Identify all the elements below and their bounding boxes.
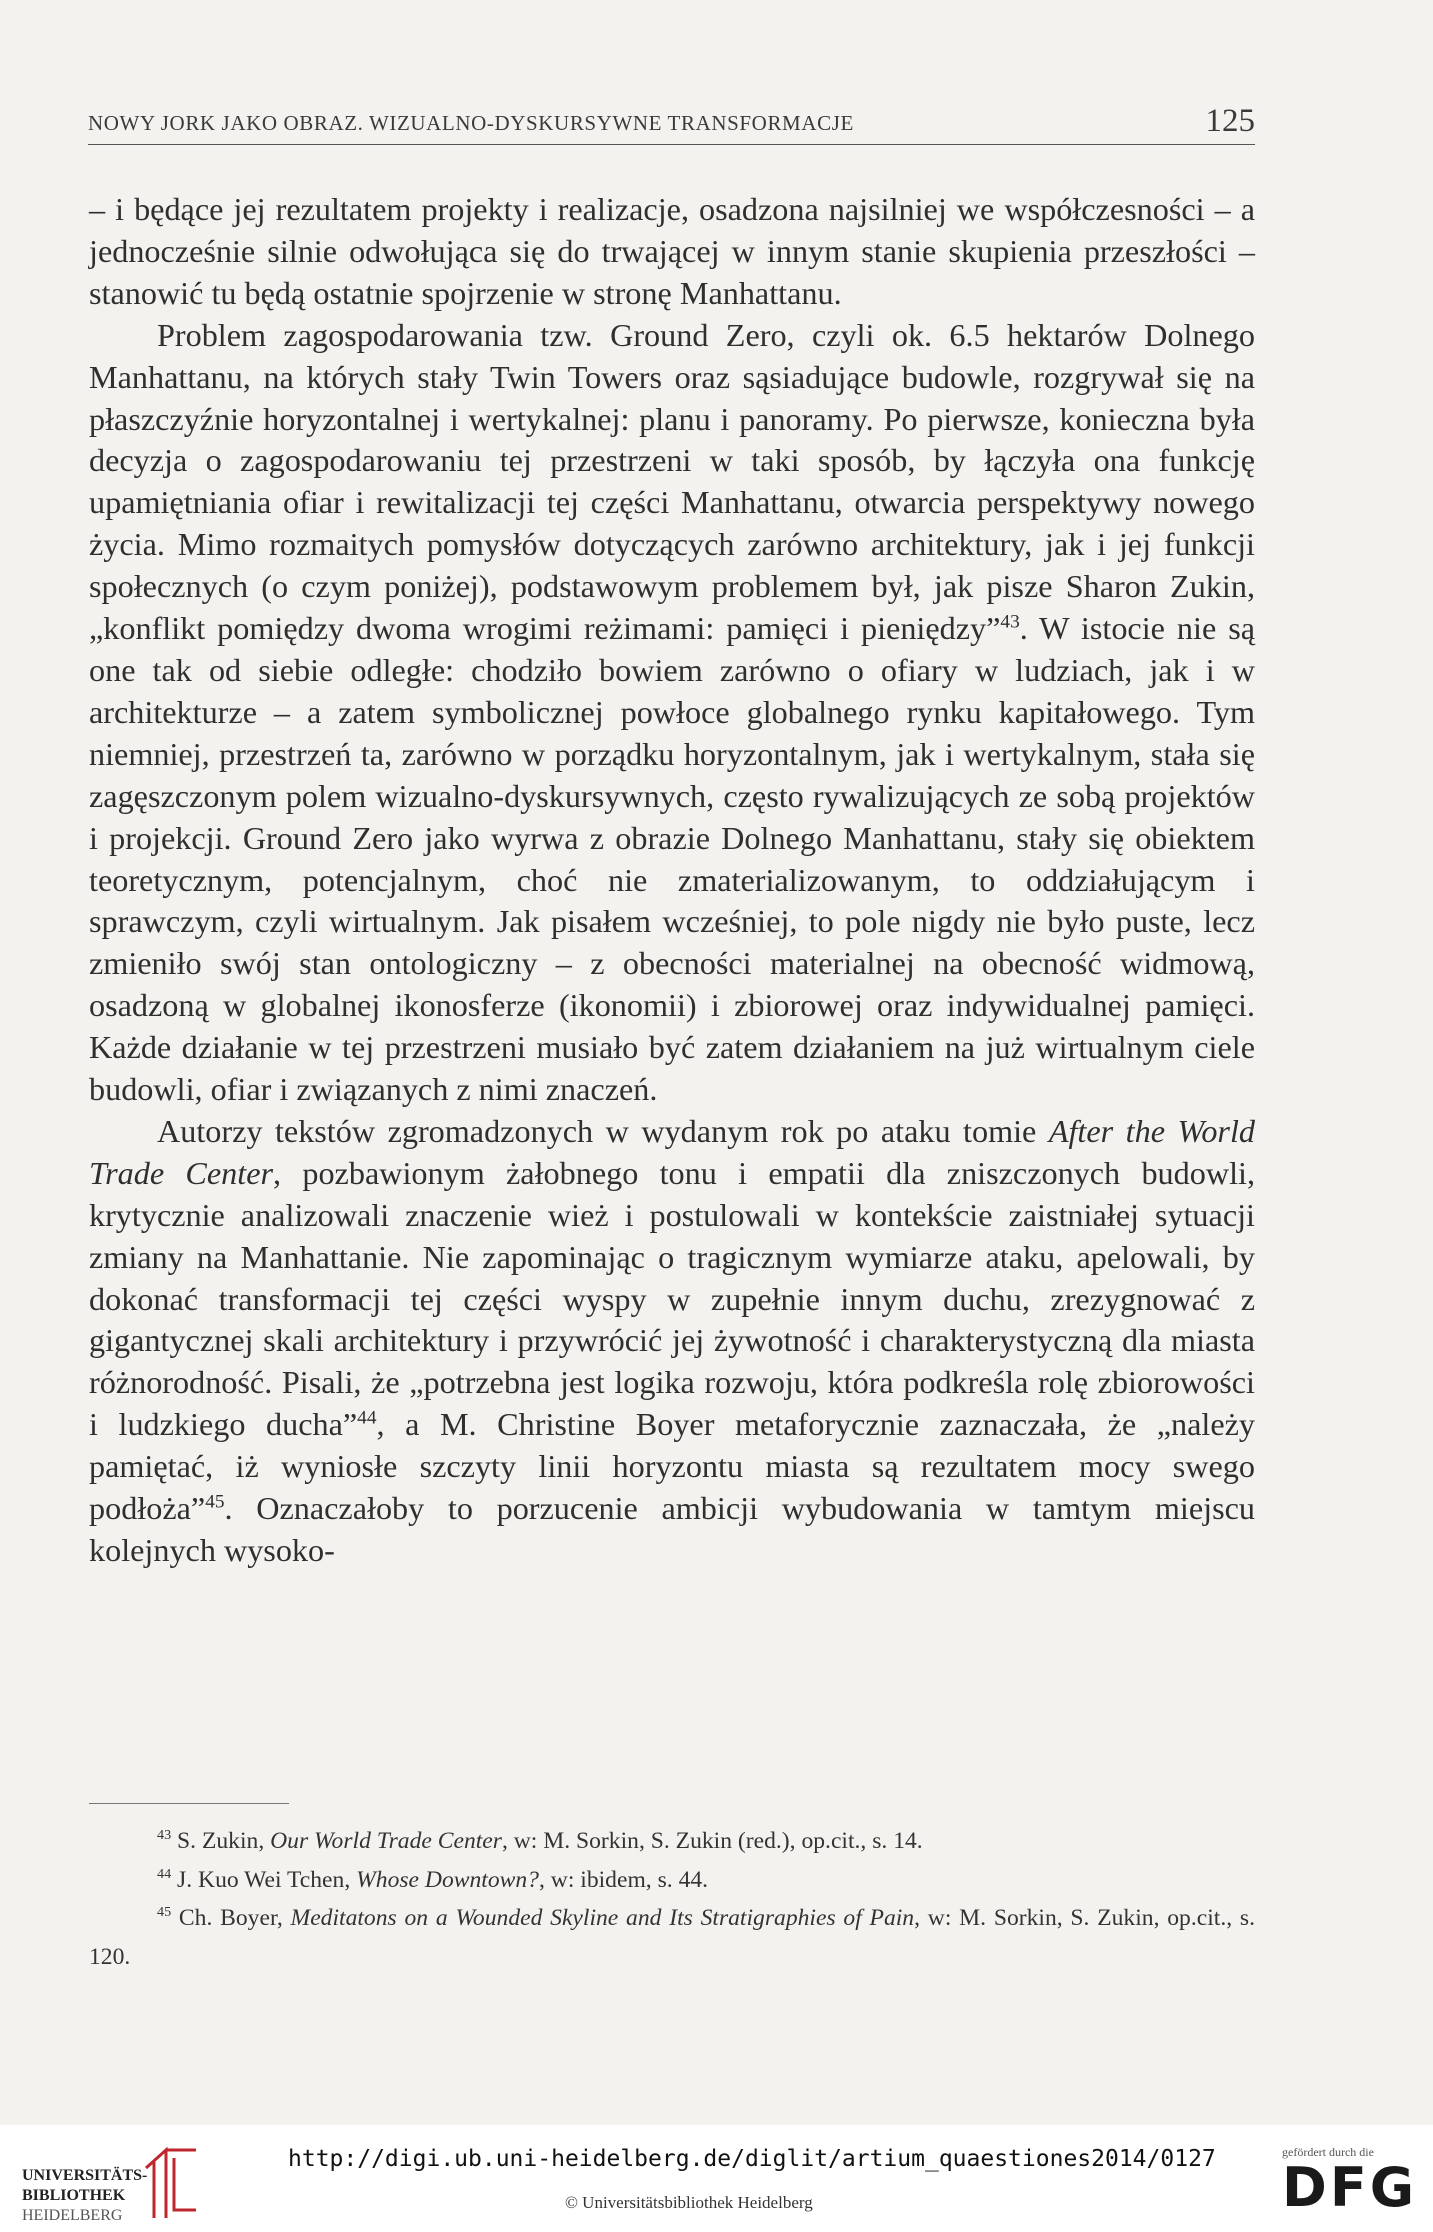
paragraph-3-text-d: . Oznaczałoby to porzucenie ambicji wybudowania w tamtym miejscu kolejnych wysoko-	[89, 1490, 1255, 1568]
footnote-divider	[89, 1803, 289, 1804]
logo-line-2: BIBLIOTHEK	[22, 2187, 126, 2204]
library-logo-icon	[140, 2140, 202, 2220]
footnote-title: Meditatons on a Wounded Skyline and Its Stratigraphies of Pain	[290, 1905, 915, 1931]
page-number: 125	[1205, 103, 1255, 139]
footnote-text: , w: M. Sorkin, S. Zukin, op.cit., s. 120.	[89, 1905, 1255, 1970]
footnote-number: 43	[157, 1827, 172, 1844]
footnote-ref-44[interactable]: 44	[357, 1407, 377, 1429]
logo-line-3: HEIDELBERG	[22, 2207, 123, 2224]
footnote-ref-45[interactable]: 45	[205, 1491, 225, 1513]
footnote-text: S. Zukin,	[171, 1828, 271, 1854]
main-text	[89, 189, 1255, 1572]
footnote-text: , w: M. Sorkin, S. Zukin (red.), op.cit., s. 14.	[501, 1828, 923, 1854]
paragraph-1-text: – i będące jej rezultatem projekty i realizacje, osadzona najsilniej we współczesności – a jednocześnie silnie odwołująca się do trwającej w innym stanie skupienia przeszłości – stanowić tu będą ostatnie spojrzenie w stronę Manhattanu.	[89, 191, 1255, 311]
paragraph-3	[89, 1111, 1255, 1572]
footnote-title: Our World Trade Center	[270, 1828, 502, 1854]
footnote-number: 44	[157, 1865, 172, 1882]
footnote-45	[89, 1899, 1255, 1976]
digitization-footer	[0, 2125, 1433, 2232]
paragraph-3-text-b: , pozbawionym żałobnego tonu i empatii dla zniszczonych budowli, krytycznie analizowali znaczenie wież i postulowali w kontekście zaistniałej sytuacji zmiany na Manhattanie. Nie zapominając o tragicznym wymiarze ataku, apelowali, by dokonać transformacji tej części wyspy w zupełnie innym duchu, zrezygnować z gigantycznej skali architektury i przywrócić jej żywotność i charakterystyczną dla miasta różnorodność. Pisali, że „potrzebna jest logika rozwoju, która podkreśla rolę zbiorowości i ludzkiego ducha”	[89, 1154, 1255, 1443]
running-title: NOWY JORK JAKO OBRAZ. WIZUALNO-DYSKURSYWNE TRANSFORMACJE	[88, 111, 854, 135]
book-title-italic: After the World Trade Center	[89, 1112, 1255, 1191]
paragraph-2	[89, 315, 1255, 1111]
footnote-title: Whose Downtown?	[356, 1866, 539, 1893]
footnote-43	[89, 1822, 1255, 1861]
footnote-44	[89, 1861, 1255, 1900]
paragraph-1	[89, 189, 1255, 315]
copyright-notice: © Universitätsbibliothek Heidelberg	[565, 2193, 813, 2212]
source-url-link[interactable]: http://digi.ub.uni-heidelberg.de/diglit/artium_quaestiones2014/0127	[288, 2146, 1216, 2172]
paragraph-3-text-a: Autorzy tekstów zgromadzonych w wydanym rok po ataku tomie	[157, 1112, 1049, 1149]
paragraph-2-text-a: Problem zagospodarowania tzw. Ground Zero, czyli ok. 6.5 hektarów Dolnego Manhattanu, na których stały Twin Towers oraz sąsiadujące budowle, rozgrywał się na płaszczyźnie horyzontalnej i wertykalnej: planu i panoramy. Po pierwsze, konieczna była decyzja o zagospodarowaniu tej przestrzeni w taki sposób, by łączyła ona funkcję upamiętniania ofiar i rewitalizacji tej części Manhattanu, otwarcia perspektywy nowego życia. Mimo rozmaitych pomysłów dotyczących zarówno architektury, jak i jej funkcji społecznych (o czym poniżej), podstawowym problemem był, jak pisze Sharon Zukin, „konflikt pomiędzy dwoma wrogimi reżimami: pamięci i pieniędzy”	[89, 316, 1255, 647]
logo-line-1: UNIVERSITÄTS-	[22, 2167, 148, 2184]
footnotes	[89, 1822, 1255, 1976]
footnote-text: J. Kuo Wei Tchen,	[171, 1866, 357, 1893]
dfg-logo-icon: DFG	[1282, 2156, 1418, 2219]
funder-label: gefördert durch die	[1282, 2145, 1374, 2159]
footnote-text: , w: ibidem, s. 44.	[538, 1866, 709, 1893]
running-header	[88, 96, 1255, 145]
footnote-number: 45	[157, 1904, 172, 1921]
footnote-ref-43[interactable]: 43	[1000, 611, 1020, 633]
paragraph-3-text-c: , a M. Christine Boyer metaforycznie zaznaczała, że „należy pamiętać, iż wyniosłe szczyty linii horyzontu miasta są rezultatem mocy swego podłoża”	[89, 1406, 1255, 1527]
footnote-text: Ch. Boyer,	[171, 1905, 291, 1931]
paragraph-2-text-b: . W istocie nie są one tak od siebie odległe: chodziło bowiem zarówno o ofiary w ludziach, jak i w architekturze – a zatem symbolicznej powłoce globalnego rynku kapitałowego. Tym niemniej, przestrzeń ta, zarówno w porządku horyzontalnym, jak i wertykalnym, stała się zagęszczonym polem wizualno-dyskursywnych, często rywalizujących ze sobą projektów i projekcji. Ground Zero jako wyrwa z obrazie Dolnego Manhattanu, stały się obiektem teoretycznym, potencjalnym, choć nie zmaterializowanym, to oddziałującym i sprawczym, czyli wirtualnym. Jak pisałem wcześniej, to pole nigdy nie było puste, lecz zmieniło swój stan ontologiczny – z obecności materialnej na obecność widmową, osadzoną w globalnej ikonosferze (ikonomii) i zbiorowej oraz indywidualnej pamięci. Każde działanie w tej przestrzeni musiało być zatem działaniem na już wirtualnym ciele budowli, ofiar i związanych z nimi znaczeń.	[89, 610, 1256, 1108]
library-logo-text	[22, 2166, 147, 2226]
